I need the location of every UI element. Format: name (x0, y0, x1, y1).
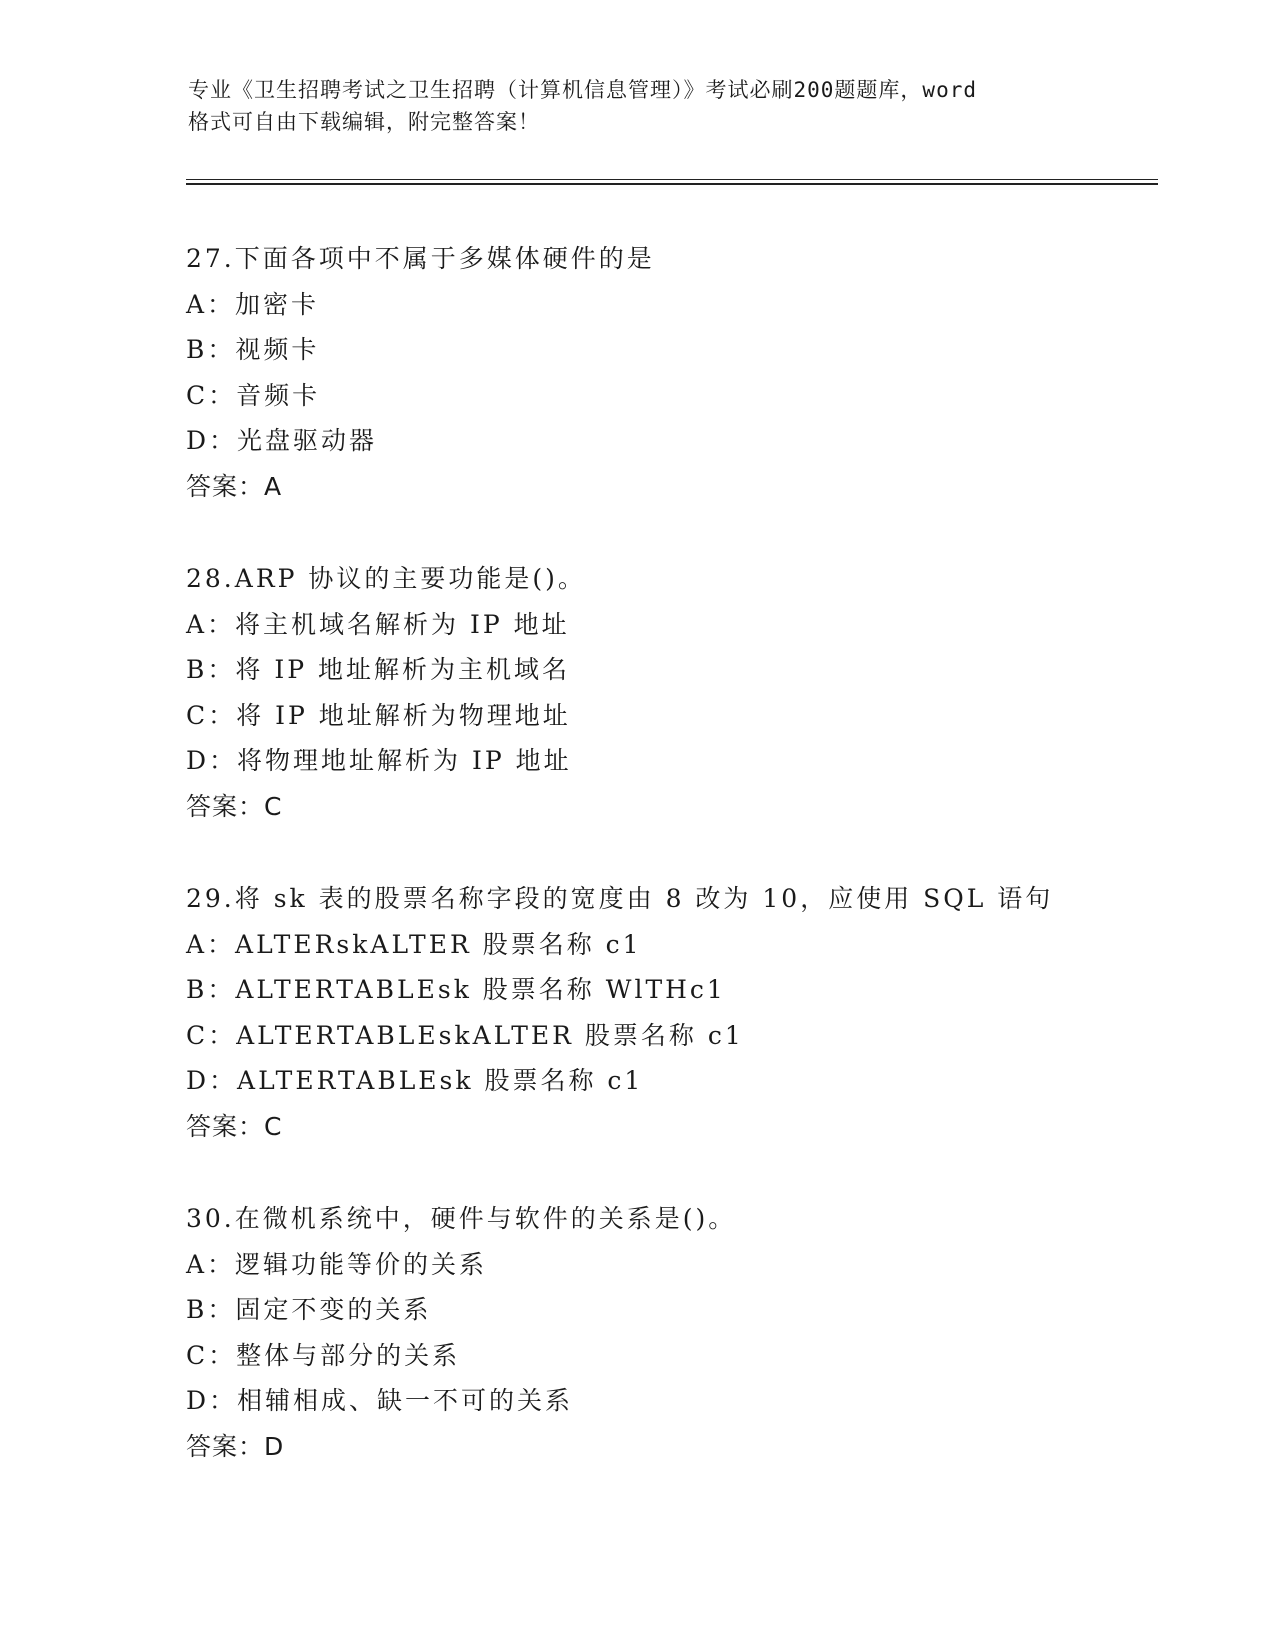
option-d: D：光盘驱动器 (186, 426, 378, 455)
option-a: A：逻辑功能等价的关系 (186, 1249, 488, 1279)
answer-line: 答案：A (186, 471, 283, 501)
header-line-2: 格式可自由下载编辑，附完整答案！ (188, 110, 540, 134)
question-stem: 29.将 sk 表的股票名称字段的宽度由 8 改为 10，应使用 SQL 语句 (186, 884, 1054, 913)
option-c: C：将 IP 地址解析为物理地址 (186, 700, 571, 730)
option-c: C：整体与部分的关系 (186, 1340, 461, 1370)
option-a: A：将主机域名解析为 IP 地址 (186, 609, 570, 639)
header-divider-top (186, 179, 1158, 180)
option-d: D：将物理地址解析为 IP 地址 (186, 746, 572, 775)
question-27 (186, 236, 1136, 556)
answer-line: 答案：D (186, 1431, 285, 1461)
document-header (188, 74, 1088, 138)
answer-line: 答案：C (186, 1111, 283, 1141)
question-29 (186, 876, 1136, 1196)
option-b: B：固定不变的关系 (186, 1295, 432, 1324)
option-c: C：ALTERTABLEskALTER 股票名称 c1 (186, 1020, 744, 1050)
option-a: A：ALTERskALTER 股票名称 c1 (186, 929, 642, 959)
option-d: D：相辅相成、缺一不可的关系 (186, 1386, 574, 1415)
answer-line: 答案：C (186, 791, 283, 821)
option-d: D：ALTERTABLEsk 股票名称 c1 (186, 1066, 644, 1095)
question-list (186, 236, 1136, 1516)
option-a: A：加密卡 (186, 289, 320, 319)
question-30 (186, 1196, 1136, 1516)
option-b: B：ALTERTABLEsk 股票名称 WlTHc1 (186, 975, 726, 1004)
header-divider-bottom (186, 183, 1158, 185)
option-b: B：将 IP 地址解析为主机域名 (186, 655, 570, 684)
question-stem: 27.下面各项中不属于多媒体硬件的是 (186, 244, 655, 273)
option-b: B：视频卡 (186, 335, 320, 364)
question-28 (186, 556, 1136, 876)
question-stem: 28.ARP 协议的主要功能是()。 (186, 564, 586, 593)
header-line-1: 专业《卫生招聘考试之卫生招聘（计算机信息管理）》考试必刷200题题库，word (188, 78, 977, 102)
question-stem: 30.在微机系统中，硬件与软件的关系是()。 (186, 1204, 737, 1233)
option-c: C：音频卡 (186, 380, 321, 410)
